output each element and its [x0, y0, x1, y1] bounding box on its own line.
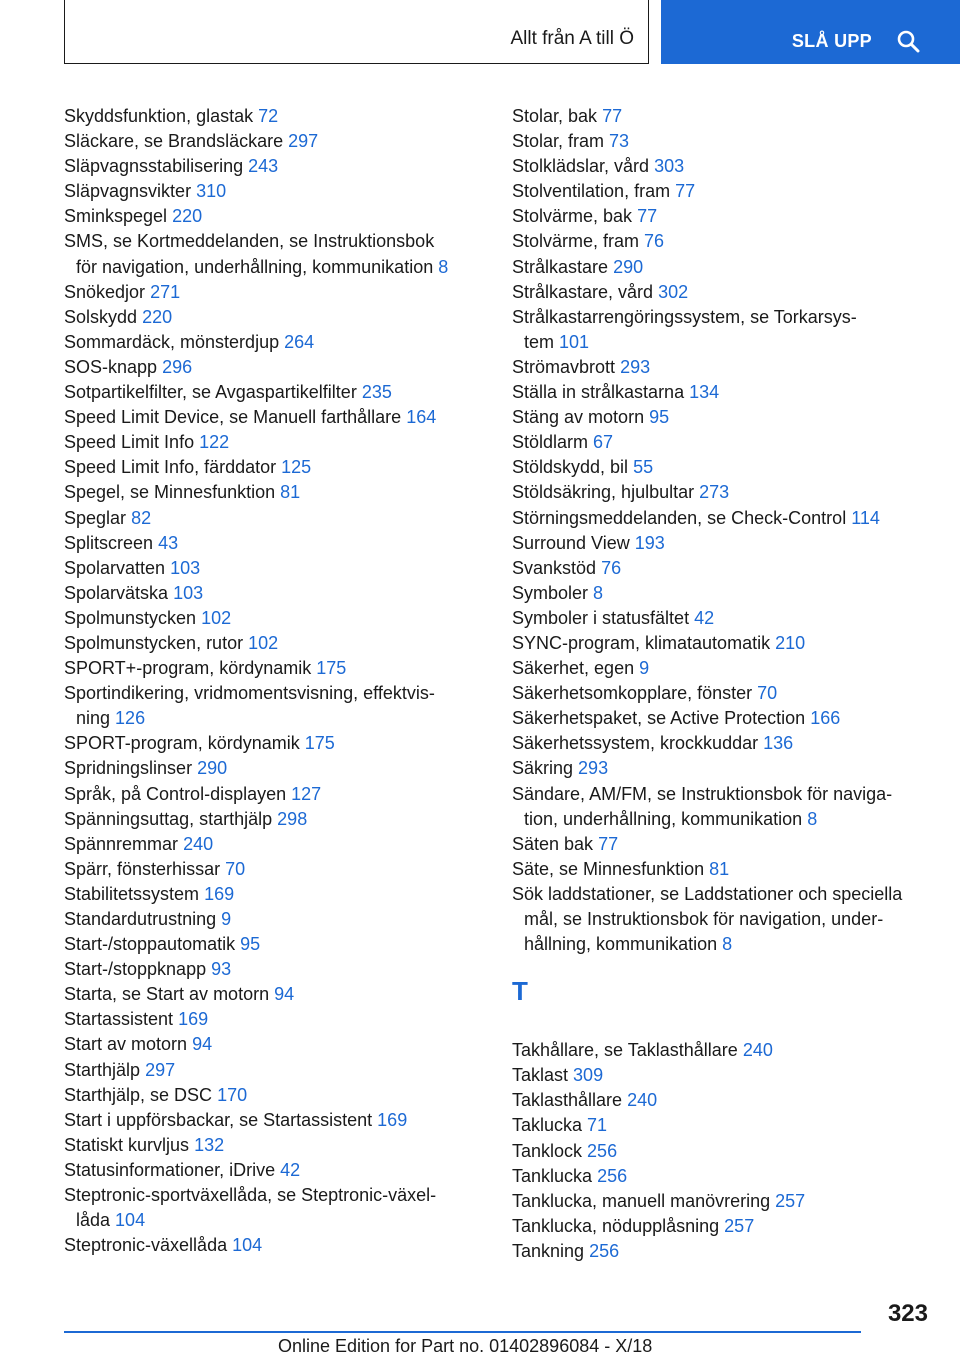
- entry-term: Snökedjor: [64, 281, 146, 302]
- entry-term: Säten bak: [512, 833, 594, 854]
- entry-term: Surround View: [512, 532, 630, 553]
- entry-term: Släpvagnsstabilisering: [64, 156, 244, 177]
- entry-term: Starta, se Start av motorn: [64, 984, 270, 1005]
- index-entry: [64, 1032, 484, 1057]
- entry-term: Stäng av motorn: [512, 407, 645, 428]
- entry-page-link[interactable]: 9: [639, 658, 650, 679]
- entry-term: Tankning: [512, 1240, 585, 1261]
- index-entry: [64, 756, 484, 781]
- entry-term: Start av motorn: [64, 1034, 188, 1055]
- search-button-label: SLÅ UPP: [791, 30, 872, 51]
- entry-term: Säkerhetssystem, krockkuddar: [512, 733, 759, 754]
- entry-page-link[interactable]: 81: [709, 858, 730, 879]
- entry-page-link[interactable]: 103: [173, 582, 204, 603]
- entry-page-link[interactable]: 42: [694, 607, 715, 628]
- page-number: 323: [887, 1300, 928, 1327]
- entry-term: Spolmunstycken: [64, 607, 197, 628]
- entry-term: Strålkastarrengöringssystem, se Torkarsys-: [512, 306, 857, 327]
- entry-term: Steptronic-sportväxellåda, se Steptronic-växel-: [64, 1185, 437, 1206]
- entry-page-link[interactable]: 81: [280, 482, 301, 503]
- entry-term: Säte, se Minnesfunktion: [512, 858, 705, 879]
- entry-page-link[interactable]: 103: [170, 557, 201, 578]
- entry-term: Taklast: [512, 1065, 569, 1086]
- index-entry: [64, 280, 484, 305]
- entry-page-link[interactable]: 293: [578, 758, 609, 779]
- entry-page-link[interactable]: 82: [131, 507, 152, 528]
- entry-term: Stöldlarm: [512, 432, 589, 453]
- entry-term: Symboler: [512, 582, 589, 603]
- entry-term: Stolventilation, fram: [512, 181, 671, 202]
- index-entry: [64, 531, 484, 556]
- entry-page-link[interactable]: 210: [775, 632, 806, 653]
- entry-page-link[interactable]: 8: [807, 808, 818, 829]
- index-entry: [64, 1058, 484, 1083]
- entry-page-link[interactable]: 114: [851, 507, 880, 528]
- entry-term: SMS, se Kortmeddelanden, se Instruktionsbok: [64, 231, 435, 252]
- index-entry: [512, 104, 932, 129]
- entry-page-link[interactable]: 76: [644, 231, 665, 252]
- magnifier-icon: [896, 29, 920, 53]
- entry-page-link[interactable]: 170: [217, 1084, 248, 1105]
- index-entry: [512, 782, 932, 832]
- index-entry: [512, 1214, 932, 1239]
- entry-page-link[interactable]: 169: [178, 1009, 209, 1030]
- index-entry: [64, 1158, 484, 1183]
- entry-page-link[interactable]: 293: [620, 356, 651, 377]
- index-entry: [512, 455, 932, 480]
- entry-page-link[interactable]: 220: [142, 306, 173, 327]
- entry-term: Säkerhet, egen: [512, 658, 635, 679]
- index-entry: [64, 380, 484, 405]
- entry-page-link[interactable]: 95: [649, 407, 670, 428]
- index-entry: [64, 957, 484, 982]
- entry-term: Speed Limit Device, se Manuell farthållare: [64, 407, 402, 428]
- entry-page-link[interactable]: 309: [573, 1065, 604, 1086]
- index-entry: [512, 405, 932, 430]
- index-entry: [512, 1088, 932, 1113]
- entry-term: Svankstöd: [512, 557, 597, 578]
- entry-term: Spännremmar: [64, 833, 179, 854]
- index-entry: [512, 506, 932, 531]
- entry-term: Spridningslinser: [64, 758, 193, 779]
- entry-page-link[interactable]: 290: [197, 758, 228, 779]
- entry-page-link[interactable]: 101: [559, 331, 590, 352]
- entry-term: Spegel, se Minnesfunktion: [64, 482, 276, 503]
- entry-page-link[interactable]: 264: [284, 331, 315, 352]
- index-entry: [512, 179, 932, 204]
- entry-term: Strålkastare: [512, 256, 609, 277]
- entry-term: Spänningsuttag, starthjälp: [64, 808, 273, 829]
- entry-page-link[interactable]: 104: [232, 1235, 263, 1256]
- index-entry: [512, 556, 932, 581]
- entry-page-link[interactable]: 298: [277, 808, 308, 829]
- entry-page-link[interactable]: 122: [199, 432, 230, 453]
- entry-page-link[interactable]: 273: [699, 482, 730, 503]
- entry-term: Start-/stoppknapp: [64, 959, 207, 980]
- entry-page-link[interactable]: 169: [377, 1109, 408, 1130]
- entry-term: Statiskt kurvljus: [64, 1134, 190, 1155]
- entry-term: Startassistent: [64, 1009, 174, 1030]
- index-entry: [512, 1063, 932, 1088]
- index-entry: [64, 355, 484, 380]
- index-entry: [64, 807, 484, 832]
- entry-term: Tanklucka: [512, 1165, 593, 1186]
- index-entry: [64, 455, 484, 480]
- entry-term: Sök laddstationer, se Laddstationer och speciella: [512, 883, 903, 904]
- index-column-right: [512, 104, 932, 1264]
- entry-page-link[interactable]: 240: [627, 1090, 658, 1111]
- index-entry: [512, 480, 932, 505]
- entry-term-continuation: hållning, kommunikation: [524, 934, 718, 955]
- entry-page-link[interactable]: 136: [763, 733, 794, 754]
- index-entry: [512, 731, 932, 756]
- entry-page-link[interactable]: 271: [150, 281, 181, 302]
- entry-term: Starthjälp: [64, 1059, 141, 1080]
- index-entry: [512, 430, 932, 455]
- entry-term: Symboler i statusfältet: [512, 607, 690, 628]
- index-entry: [512, 857, 932, 882]
- search-button[interactable]: [661, 0, 960, 64]
- entry-page-link[interactable]: 42: [280, 1159, 301, 1180]
- index-entry: [64, 430, 484, 455]
- entry-term: Stolvärme, bak: [512, 206, 633, 227]
- index-entry: [64, 606, 484, 631]
- entry-page-link[interactable]: 310: [196, 181, 227, 202]
- entry-page-link[interactable]: 43: [158, 532, 179, 553]
- entry-term: Stöldskydd, bil: [512, 457, 629, 478]
- entry-term: Solskydd: [64, 306, 138, 327]
- index-entry: [64, 229, 484, 279]
- index-entry: [64, 982, 484, 1007]
- entry-page-link[interactable]: 169: [204, 883, 235, 904]
- entry-term: Stolvärme, fram: [512, 231, 640, 252]
- index-entry: [64, 129, 484, 154]
- entry-page-link[interactable]: 71: [587, 1115, 608, 1136]
- entry-term: Tanklucka, manuell manövrering: [512, 1190, 771, 1211]
- index-entry: [64, 932, 484, 957]
- entry-term-continuation: för navigation, underhållning, kommunikation: [76, 256, 434, 277]
- index-entry: [64, 832, 484, 857]
- entry-term: Stabilitetssystem: [64, 883, 200, 904]
- entry-term: Speed Limit Info, färddator: [64, 457, 277, 478]
- index-entry: [512, 706, 932, 731]
- entry-term: Sotpartikelfilter, se Avgaspartikelfilter: [64, 382, 357, 403]
- index-entry: [64, 882, 484, 907]
- entry-term: SYNC-program, klimatautomatik: [512, 632, 771, 653]
- index-entry: [64, 179, 484, 204]
- entry-term-continuation: ning: [76, 708, 111, 729]
- entry-term: Taklasthållare: [512, 1090, 623, 1111]
- index-entry: [512, 581, 932, 606]
- entry-term: Säkerhetsomkopplare, fönster: [512, 683, 753, 704]
- entry-page-link[interactable]: 125: [281, 457, 312, 478]
- entry-page-link[interactable]: 235: [361, 382, 392, 403]
- index-entry: [512, 656, 932, 681]
- entry-page-link[interactable]: 73: [609, 131, 630, 152]
- index-entry: [512, 1139, 932, 1164]
- index-entry: [512, 380, 932, 405]
- entry-page-link[interactable]: 240: [183, 833, 214, 854]
- entry-page-link[interactable]: 8: [593, 582, 604, 603]
- entry-page-link[interactable]: 55: [633, 457, 654, 478]
- entry-page-link[interactable]: 77: [598, 833, 619, 854]
- index-entry: [512, 305, 932, 355]
- entry-page-link[interactable]: 70: [757, 683, 778, 704]
- entry-page-link[interactable]: 76: [601, 557, 622, 578]
- entry-page-link[interactable]: 193: [634, 532, 665, 553]
- entry-term: Spärr, fönsterhissar: [64, 858, 221, 879]
- entry-page-link[interactable]: 70: [225, 858, 246, 879]
- index-entry: [64, 330, 484, 355]
- index-entry: [512, 355, 932, 380]
- index-entry: [512, 531, 932, 556]
- entry-term: Stöldsäkring, hjulbultar: [512, 482, 695, 503]
- entry-page-link[interactable]: 243: [248, 156, 279, 177]
- entry-term: Stolklädslar, vård: [512, 156, 650, 177]
- index-entry: [64, 480, 484, 505]
- index-entry: [64, 907, 484, 932]
- entry-page-link[interactable]: 127: [291, 783, 322, 804]
- entry-term: Start-/stoppautomatik: [64, 934, 236, 955]
- entry-page-link[interactable]: 303: [654, 156, 685, 177]
- entry-term: Spolarvatten: [64, 557, 166, 578]
- index-entry: [512, 1189, 932, 1214]
- entry-page-link[interactable]: 104: [115, 1210, 146, 1231]
- entry-term: Släckare, se Brandsläckare: [64, 131, 284, 152]
- entry-term: Strömavbrott: [512, 356, 616, 377]
- entry-page-link[interactable]: 9: [221, 909, 232, 929]
- entry-page-link[interactable]: 257: [724, 1215, 755, 1236]
- entry-page-link[interactable]: 164: [406, 407, 437, 428]
- entry-term: Start i uppförsbackar, se Startassistent: [64, 1109, 373, 1130]
- entry-term: Spolarvätska: [64, 582, 169, 603]
- index-entry: [512, 255, 932, 280]
- letter-heading: T: [512, 975, 528, 1006]
- entry-term: Takhållare, se Taklasthållare: [512, 1040, 738, 1061]
- entry-page-link[interactable]: 256: [587, 1140, 618, 1161]
- entry-page-link[interactable]: 175: [304, 733, 335, 754]
- entry-term: Speed Limit Info: [64, 432, 195, 453]
- entry-page-link[interactable]: 256: [597, 1165, 628, 1186]
- entry-term: Skyddsfunktion, glastak: [64, 106, 254, 126]
- entry-term: Störningsmeddelanden, se Check-Control: [512, 507, 847, 528]
- entry-page-link[interactable]: 240: [742, 1040, 773, 1061]
- entry-term: Splitscreen: [64, 532, 154, 553]
- index-entry: [512, 606, 932, 631]
- entry-term-continuation: låda: [76, 1210, 111, 1231]
- entry-page-link[interactable]: 77: [675, 181, 696, 202]
- entry-page-link[interactable]: 94: [274, 984, 295, 1005]
- index-column-left: [64, 104, 484, 1258]
- index-entry: [64, 154, 484, 179]
- entry-term: Steptronic-växellåda: [64, 1235, 228, 1256]
- index-entry: [64, 1108, 484, 1133]
- entry-page-link[interactable]: 67: [593, 432, 614, 453]
- index-entry: [512, 154, 932, 179]
- index-entry: [64, 681, 484, 731]
- entry-term: Tanklucka, nödupplåsning: [512, 1215, 720, 1236]
- entry-page-link[interactable]: 175: [316, 658, 347, 679]
- entry-page-link[interactable]: 93: [211, 959, 232, 980]
- entry-page-link[interactable]: 166: [810, 708, 841, 729]
- index-entry: [64, 1233, 484, 1258]
- index-entry: [512, 229, 932, 254]
- entry-term-continuation: mål, se Instruktionsbok för navigation, under-: [524, 909, 884, 929]
- entry-term: Släpvagnsvikter: [64, 181, 192, 202]
- entry-term: SPORT-program, kördynamik: [64, 733, 300, 754]
- index-entry: [512, 631, 932, 656]
- entry-term: Stolar, bak: [512, 106, 598, 126]
- entry-page-link[interactable]: 302: [658, 281, 689, 302]
- index-entry: [64, 1007, 484, 1032]
- header-title-box: [64, 0, 649, 64]
- entry-page-link[interactable]: 220: [172, 206, 203, 227]
- entry-page-link[interactable]: 95: [240, 934, 261, 955]
- index-entry: [64, 204, 484, 229]
- index-entry: [512, 681, 932, 706]
- index-entry: [64, 782, 484, 807]
- index-entry: [512, 832, 932, 857]
- index-entry: [512, 204, 932, 229]
- entry-term: Stolar, fram: [512, 131, 605, 152]
- index-entry: [64, 581, 484, 606]
- index-entry: [512, 1038, 932, 1063]
- index-entry: [512, 1113, 932, 1138]
- index-entry: [64, 305, 484, 330]
- index-entry: [64, 104, 484, 129]
- index-entry: [64, 556, 484, 581]
- entry-page-link[interactable]: 8: [438, 256, 449, 277]
- entry-term-continuation: tem: [524, 331, 555, 352]
- entry-term: Språk, på Control-displayen: [64, 783, 287, 804]
- entry-term: Sändare, AM/FM, se Instruktionsbok för naviga-: [512, 783, 893, 804]
- entry-page-link[interactable]: 102: [201, 607, 232, 628]
- entry-term: SPORT+-program, kördynamik: [64, 658, 312, 679]
- entry-page-link[interactable]: 296: [162, 356, 193, 377]
- entry-page-link[interactable]: 72: [258, 106, 279, 126]
- entry-page-link[interactable]: 134: [689, 382, 720, 403]
- entry-page-link[interactable]: 102: [248, 632, 279, 653]
- index-entry: [64, 405, 484, 430]
- index-entry: [512, 129, 932, 154]
- index-entry: [64, 1183, 484, 1233]
- entry-term-continuation: tion, underhållning, kommunikation: [524, 808, 803, 829]
- entry-term: Spolmunstycken, rutor: [64, 632, 244, 653]
- entry-term: Starthjälp, se DSC: [64, 1084, 213, 1105]
- entry-term: Sommardäck, mönsterdjup: [64, 331, 280, 352]
- index-entry: [512, 882, 932, 957]
- index-entry: [64, 631, 484, 656]
- entry-term: Ställa in strålkastarna: [512, 382, 685, 403]
- entry-page-link[interactable]: 77: [637, 206, 658, 227]
- entry-term: SOS-knapp: [64, 356, 158, 377]
- entry-term: Tanklock: [512, 1140, 583, 1161]
- entry-page-link[interactable]: 256: [589, 1240, 620, 1261]
- entry-page-link[interactable]: 77: [602, 106, 623, 126]
- index-entry: [64, 506, 484, 531]
- entry-page-link[interactable]: 94: [192, 1034, 213, 1055]
- index-entry: [512, 1239, 932, 1264]
- entry-term: Säkring: [512, 758, 574, 779]
- entry-page-link[interactable]: 297: [288, 131, 319, 152]
- entry-page-link[interactable]: 132: [194, 1134, 225, 1155]
- footer-edition-text: Online Edition for Part no. 01402896084 - X/18: [278, 1336, 653, 1356]
- entry-term: Strålkastare, vård: [512, 281, 654, 302]
- entry-term: Speglar: [64, 507, 127, 528]
- entry-page-link[interactable]: 257: [775, 1190, 806, 1211]
- index-entry: [64, 656, 484, 681]
- entry-term: Standardutrustning: [64, 909, 217, 929]
- index-entry: [64, 731, 484, 756]
- index-entry: [512, 756, 932, 781]
- entry-page-link[interactable]: 290: [613, 256, 644, 277]
- entry-term: Statusinformationer, iDrive: [64, 1159, 276, 1180]
- entry-page-link[interactable]: 297: [145, 1059, 176, 1080]
- entry-page-link[interactable]: 126: [115, 708, 146, 729]
- entry-page-link[interactable]: 8: [722, 934, 733, 955]
- index-entry: [512, 1164, 932, 1189]
- entry-term: Säkerhetspaket, se Active Protection: [512, 708, 806, 729]
- index-entry: [64, 857, 484, 882]
- footer-divider: [64, 1331, 861, 1333]
- header-title: Allt från A till Ö: [510, 28, 634, 49]
- index-entry: [64, 1083, 484, 1108]
- index-entry: [512, 280, 932, 305]
- index-entry: [64, 1133, 484, 1158]
- entry-term: Sportindikering, vridmomentsvisning, effektvis-: [64, 683, 435, 704]
- entry-term: Sminkspegel: [64, 206, 168, 227]
- entry-term: Taklucka: [512, 1115, 583, 1136]
